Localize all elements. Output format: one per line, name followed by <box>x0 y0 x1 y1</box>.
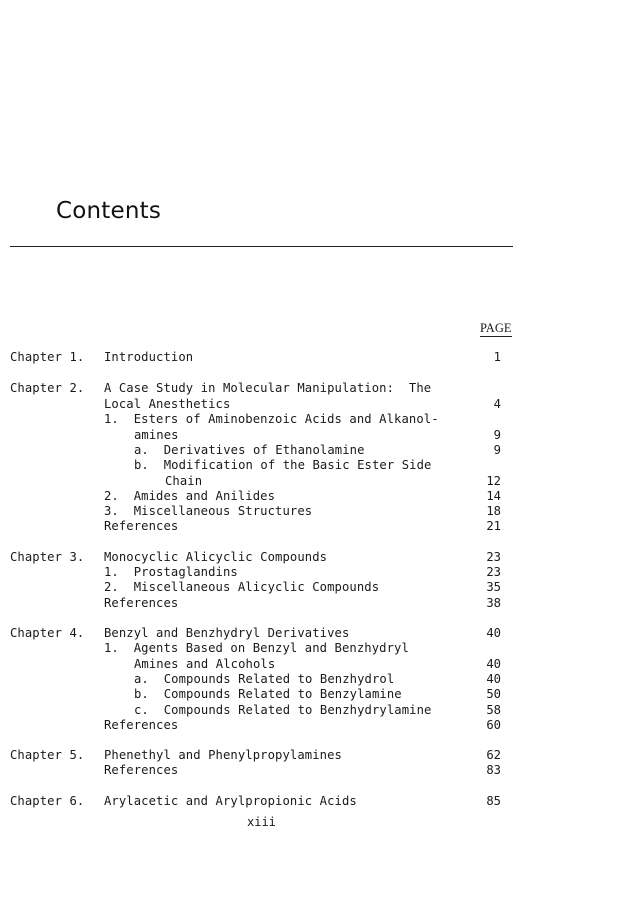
toc-entry-title: Introduction <box>104 350 194 364</box>
toc-page-number: 12 <box>486 474 501 488</box>
toc-page-number: 40 <box>486 657 501 671</box>
toc-entry-title: 1. Prostaglandins <box>104 565 238 579</box>
toc-entry-title: References <box>104 596 179 610</box>
toc-page-number: 9 <box>493 428 501 442</box>
toc-page-number: 40 <box>486 626 501 640</box>
chapter-label: Chapter 5. <box>10 748 85 762</box>
toc-entry-title: Chain <box>165 474 203 488</box>
toc-entry-title: Monocyclic Alicyclic Compounds <box>104 550 328 564</box>
toc-entry-title: Phenethyl and Phenylpropylamines <box>104 748 342 762</box>
toc-entry-title: a. Compounds Related to Benzhydrol <box>134 672 395 686</box>
toc-page-number: 18 <box>486 504 501 518</box>
toc-page-number: 38 <box>486 596 501 610</box>
toc-page-number: 50 <box>486 687 501 701</box>
toc-page-number: 60 <box>486 718 501 732</box>
toc-entry-title: 3. Miscellaneous Structures <box>104 504 313 518</box>
toc-entry-title: Benzyl and Benzhydryl Derivatives <box>104 626 350 640</box>
toc-entry-title: Amines and Alcohols <box>134 657 276 671</box>
chapter-label: Chapter 4. <box>10 626 85 640</box>
toc-entry-title: References <box>104 718 179 732</box>
toc-entry-title: 1. Agents Based on Benzyl and Benzhydryl <box>104 641 409 655</box>
page-column-header: PAGE <box>480 321 512 335</box>
toc-entry-title: 2. Amides and Anilides <box>104 489 276 503</box>
toc-entry-title: c. Compounds Related to Benzhydrylamine <box>134 703 432 717</box>
toc-entry-title: 1. Esters of Aminobenzoic Acids and Alkanol- <box>104 412 439 426</box>
toc-entry-title: References <box>104 763 179 777</box>
toc-page-number: 62 <box>486 748 501 762</box>
chapter-label: Chapter 6. <box>10 794 85 808</box>
title-rule <box>10 246 513 247</box>
chapter-label: Chapter 2. <box>10 381 85 395</box>
page-number-footer: xiii <box>247 815 276 829</box>
toc-page-number: 35 <box>486 580 501 594</box>
chapter-label: Chapter 1. <box>10 350 85 364</box>
toc-page-number: 9 <box>493 443 501 457</box>
toc-entry-title: Arylacetic and Arylpropionic Acids <box>104 794 357 808</box>
toc-page-number: 85 <box>486 794 501 808</box>
toc-entry-title: References <box>104 519 179 533</box>
toc-entry-title: 2. Miscellaneous Alicyclic Compounds <box>104 580 380 594</box>
toc-page-number: 23 <box>486 550 501 564</box>
toc-entry-title: Local Anesthetics <box>104 397 231 411</box>
toc-page-number: 23 <box>486 565 501 579</box>
toc-entry-title: A Case Study in Molecular Manipulation: The <box>104 381 432 395</box>
toc-entry-title: a. Derivatives of Ethanolamine <box>134 443 365 457</box>
toc-entry-title: amines <box>134 428 179 442</box>
toc-page-number: 58 <box>486 703 501 717</box>
toc-page-number: 21 <box>486 519 501 533</box>
page-title: Contents <box>56 198 162 224</box>
toc-page-number: 83 <box>486 763 501 777</box>
toc-page-number: 40 <box>486 672 501 686</box>
toc-page-number: 14 <box>486 489 501 503</box>
toc-page-number: 4 <box>493 397 501 411</box>
toc-entry-title: b. Compounds Related to Benzylamine <box>134 687 402 701</box>
toc-page-number: 1 <box>493 350 501 364</box>
chapter-label: Chapter 3. <box>10 550 85 564</box>
toc-entry-title: b. Modification of the Basic Ester Side <box>134 458 432 472</box>
